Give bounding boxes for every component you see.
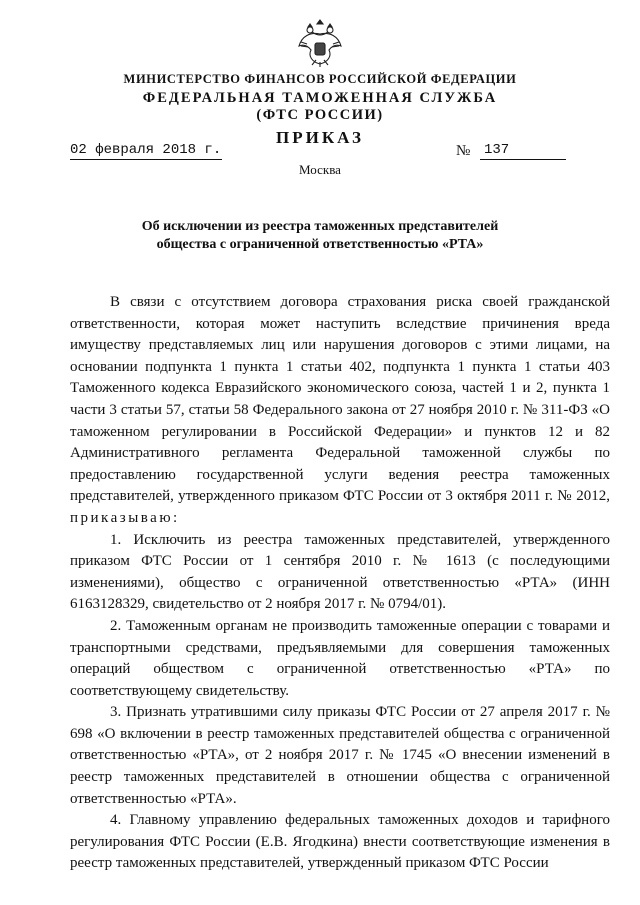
ministry-name: МИНИСТЕРСТВО ФИНАНСОВ РОССИЙСКОЙ ФЕДЕРАЦИИ bbox=[123, 72, 517, 86]
order-title-line-1: Об исключении из реестра таможенных представителей bbox=[141, 219, 499, 234]
service-short-name: (ФТС РОССИИ) bbox=[256, 107, 384, 123]
paragraph-3: 3. Признать утратившими силу приказы ФТС России от 27 апреля 2017 г. № 698 «О включении в реестр таможенных представителей общества с ограниченной ответственностью «РТА», от 2 ноября 2017 г. № 1745 «О внесении изменений в реестр таможенных представителей в отношении общества с ограниченной ответственностью «РТА». bbox=[70, 704, 610, 807]
order-number: 137 bbox=[480, 142, 566, 160]
order-date: 02 февраля 2018 г. bbox=[70, 142, 222, 158]
paragraph-2: 2. Таможенным органам не производить таможенные операции с товарами и транспортными средствами, предъявляемыми для совершения таможенных операций обществом с ограниченной ответственностью «РТА» по соответствующему свидетельству. bbox=[70, 617, 610, 699]
service-name: ФЕДЕРАЛЬНАЯ ТАМОЖЕННАЯ СЛУЖБА bbox=[142, 90, 498, 106]
intro-paragraph bbox=[70, 292, 610, 530]
order-title-line-2: общества с ограниченной ответственностью «РТА» bbox=[156, 237, 484, 252]
order-number-label: № bbox=[456, 143, 471, 159]
order-title bbox=[100, 218, 540, 254]
paragraph-1: 1. Исключить из реестра таможенных представителей, утвержденного приказом ФТС России от 1 сентября 2010 г. № 1613 (с последующими изменениями), общество с ограниченной ответственностью «РТА» (ИНН 6163128329, свидетельство от 2 ноября 2017 г. № 0794/01). bbox=[70, 531, 610, 613]
document-type: ПРИКАЗ bbox=[276, 128, 364, 147]
paragraph-4: 4. Главному управлению федеральных таможенных доходов и тарифного регулирования ФТС России (Е.В. Ягодкина) внести соответствующие изменения в реестр таможенных представителей, утвержденный приказом ФТС России bbox=[70, 812, 610, 872]
order-body bbox=[70, 292, 610, 875]
coat-of-arms-icon bbox=[296, 16, 344, 68]
order-word: приказываю: bbox=[70, 509, 180, 526]
intro-text: В связи с отсутствием договора страхования риска своей гражданской ответственности, которая может наступить вследствие причинения вреда имуществу представляемых лиц или нарушения договоров с этими лицами, на основании подпункта 1 пункта 1 статьи 402, подпункта 1 пункта 1 статьи 403 Таможенного кодекса Евразийского экономического союза, частей 1 и 2, пункта 1 части 3 статьи 57, статьи 58 Федерального закона от 27 ноября 2010 г. № 311-ФЗ «О таможенном регулировании в Российской Федерации» и пунктов 12 и 82 Административного регламента Федеральной таможенной службы по предоставлению государственной услуги ведения реестра таможенных представителей, утвержденного приказом ФТС России от 3 октября 2011 г. № 2012, bbox=[70, 294, 610, 505]
city: Москва bbox=[299, 162, 341, 177]
